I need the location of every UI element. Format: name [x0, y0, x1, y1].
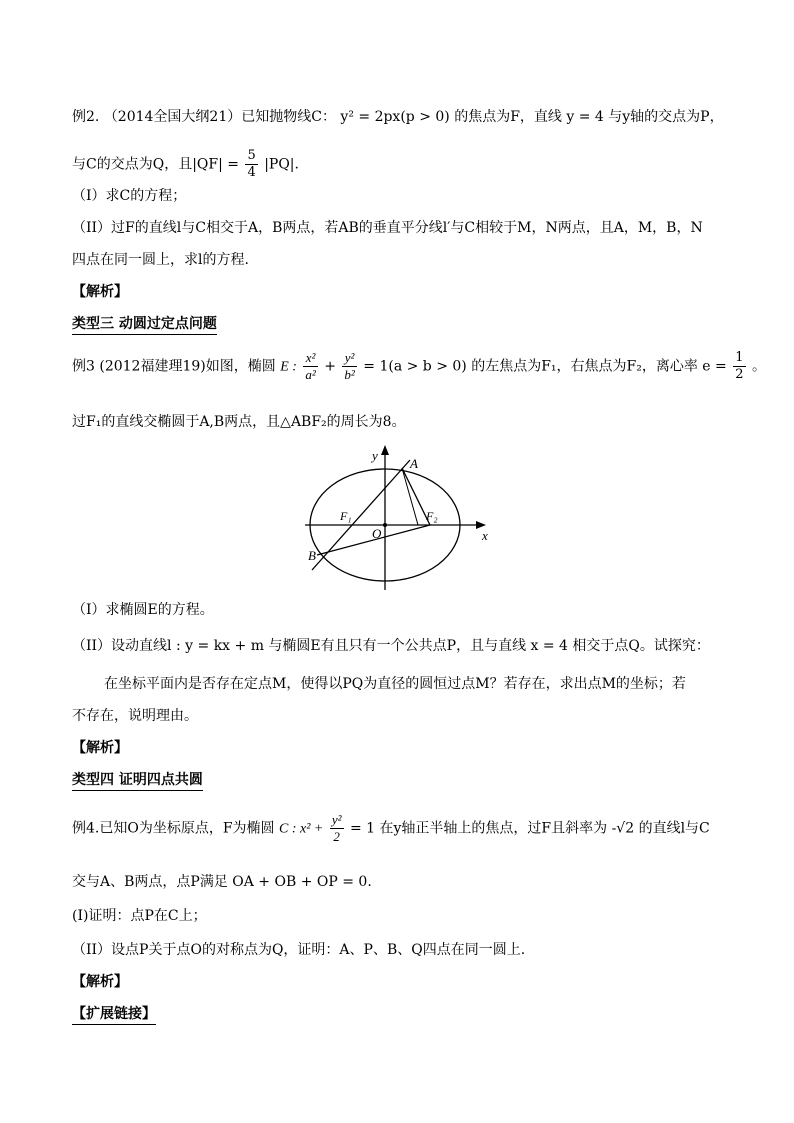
ex4-part2: （II）设点P关于点O的对称点为Q，证明：A、P、B、Q四点在同一圆上.	[72, 942, 526, 958]
ex4-line1-end: = 1 在y轴正半轴上的焦点，过F且斜率为 -√2 的直线l与C	[349, 820, 710, 837]
ex2-part1: （I）求C的方程；	[72, 188, 187, 204]
ex3-plus: +	[324, 358, 336, 375]
ex3-part2: （II）设动直线l : y = kx + m 与椭圆E有且只有一个公共点P，且与直线 x = 4 相交于点Q。试探究：	[72, 638, 710, 654]
ex3-frac-y-num: y²	[342, 350, 356, 367]
type3-heading: 类型三 动圆过定点问题	[72, 314, 217, 335]
extension-link: 【扩展链接】	[72, 1004, 156, 1025]
ex2-part2b: 四点在同一圆上，求l的方程.	[72, 252, 249, 268]
ex3-ellipse-name: E :	[280, 359, 297, 375]
label-A: A	[410, 456, 418, 471]
ex2-part2: （II）过F的直线l与C相交于A，B两点，若AB的垂直平分线l′与C相较于M，N两点，且A，M，B，N	[72, 220, 703, 236]
ex2-line2	[72, 148, 299, 181]
ex4-frac-y-den: 2	[333, 829, 340, 844]
ex4-analysis: 【解析】	[72, 974, 128, 990]
ellipse-figure	[300, 440, 500, 590]
ex3-part1: （I）求椭圆E的方程。	[72, 602, 214, 618]
ex3-frac-e-num: 1	[735, 350, 744, 365]
ex3-line1	[72, 350, 766, 383]
ex2-analysis: 【解析】	[72, 284, 128, 300]
ex3-line1-end: 。	[751, 358, 766, 375]
ex4-line1-text: 例4.已知O为坐标原点，F为椭圆	[72, 820, 275, 837]
ex4-frac-y-num: y²	[331, 812, 342, 827]
ex2-fraction	[245, 148, 257, 181]
line-AB	[312, 460, 410, 570]
ex3-frac-y	[342, 350, 356, 383]
ex4-frac-y	[330, 812, 344, 845]
ex2-line1: 例2. （2014全国大纲21）已知抛物线C： y² = 2px(p > 0) 的焦点为F，直线 y = 4 与y轴的交点为P，	[72, 109, 724, 125]
ex4-part1: (I)证明：点P在C上；	[72, 908, 207, 924]
type4-heading: 类型四 证明四点共圆	[72, 770, 203, 791]
origin-point	[383, 523, 387, 527]
ex3-frac-x	[303, 350, 317, 383]
label-B: B	[308, 548, 316, 563]
ex2-fraction-den: 4	[247, 165, 256, 180]
label-F2: F₂	[426, 509, 438, 523]
ex3-frac-y-den: b²	[344, 367, 355, 382]
ex3-part2c: 不存在，说明理由。	[72, 708, 198, 724]
label-y: y	[372, 448, 378, 463]
label-F1: F₁	[340, 509, 352, 523]
ex3-part2b: 在坐标平面内是否存在定点M，使得以PQ为直径的圆恒过点M？若存在，求出点M的坐标；若	[104, 676, 686, 692]
y-axis-arrow	[381, 445, 389, 455]
ex3-line2: 过F₁的直线交椭圆于A,B两点，且△ABF₂的周长为8。	[72, 414, 406, 430]
ex3-frac-e	[733, 350, 745, 383]
ex3-line1-text: 例3 (2012福建理19)如图，椭圆	[72, 358, 276, 375]
label-x: x	[482, 528, 488, 543]
ex3-frac-x-den: a²	[305, 367, 316, 382]
ex3-analysis: 【解析】	[72, 740, 128, 756]
ex3-line1-mid: = 1(a > b > 0) 的左焦点为F₁，右焦点为F₂，离心率 e =	[363, 358, 727, 375]
ex3-frac-e-den: 2	[735, 367, 744, 382]
ex2-line2-end: |PQ|.	[264, 156, 299, 173]
ex4-line1	[72, 812, 710, 845]
ex4-ellipse-eq: C : x² +	[279, 821, 324, 837]
ex3-frac-x-num: x²	[303, 350, 317, 367]
label-O: O	[372, 526, 382, 541]
ex2-fraction-num: 5	[247, 148, 256, 163]
ex4-line2: 交与A、B两点，点P满足 OA + OB + OP = 0.	[72, 874, 372, 890]
ex2-line2-text: 与C的交点为Q，且|QF| =	[72, 156, 239, 173]
